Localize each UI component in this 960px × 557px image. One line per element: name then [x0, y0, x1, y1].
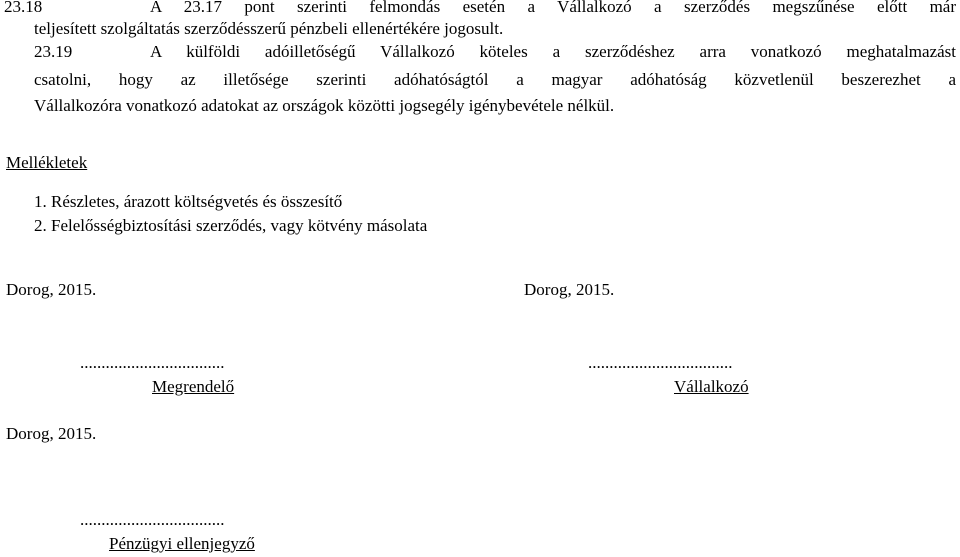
- place-date-bottom: Dorog, 2015.: [6, 424, 97, 443]
- attachments-heading: Mellékletek: [6, 153, 88, 172]
- section-number-23-19: 23.19: [34, 42, 73, 61]
- place-date-left: Dorog, 2015.: [6, 280, 97, 299]
- signature-dots-right: ..................................: [588, 353, 733, 372]
- section-23-19-line-2: csatolni, hogy az illetősége szerinti adóhatóságtól a magyar adóhatóság közvetlenül beszerezhet a: [34, 70, 956, 89]
- section-number-23-18: 23.18: [4, 0, 43, 16]
- signature-dots-bottom: ..................................: [80, 510, 225, 529]
- signature-role-left: Megrendelő: [152, 377, 235, 396]
- attachment-item-1: 1. Részletes, árazott költségvetés és összesítő: [34, 192, 343, 211]
- signature-role-right: Vállalkozó: [674, 377, 749, 396]
- section-23-18-line-1: A 23.17 pont szerinti felmondás esetén a Vállalkozó a szerződés megszűnése előtt már: [150, 0, 956, 16]
- attachment-item-2: 2. Felelősségbiztosítási szerződés, vagy kötvény másolata: [34, 216, 428, 235]
- section-23-19-line-1: A külföldi adóilletőségű Vállalkozó köteles a szerződéshez arra vonatkozó meghatalmazást: [150, 42, 956, 61]
- section-23-19-line-3: Vállalkozóra vonatkozó adatokat az országok közötti jogsegély igénybevétele nélkül.: [34, 96, 615, 115]
- signature-dots-left: ..................................: [80, 353, 225, 372]
- place-date-right: Dorog, 2015.: [524, 280, 615, 299]
- signature-role-bottom: Pénzügyi ellenjegyző: [109, 534, 255, 553]
- section-23-18-line-2: teljesített szolgáltatás szerződésszerű pénzbeli ellenértékére jogosult.: [34, 19, 504, 38]
